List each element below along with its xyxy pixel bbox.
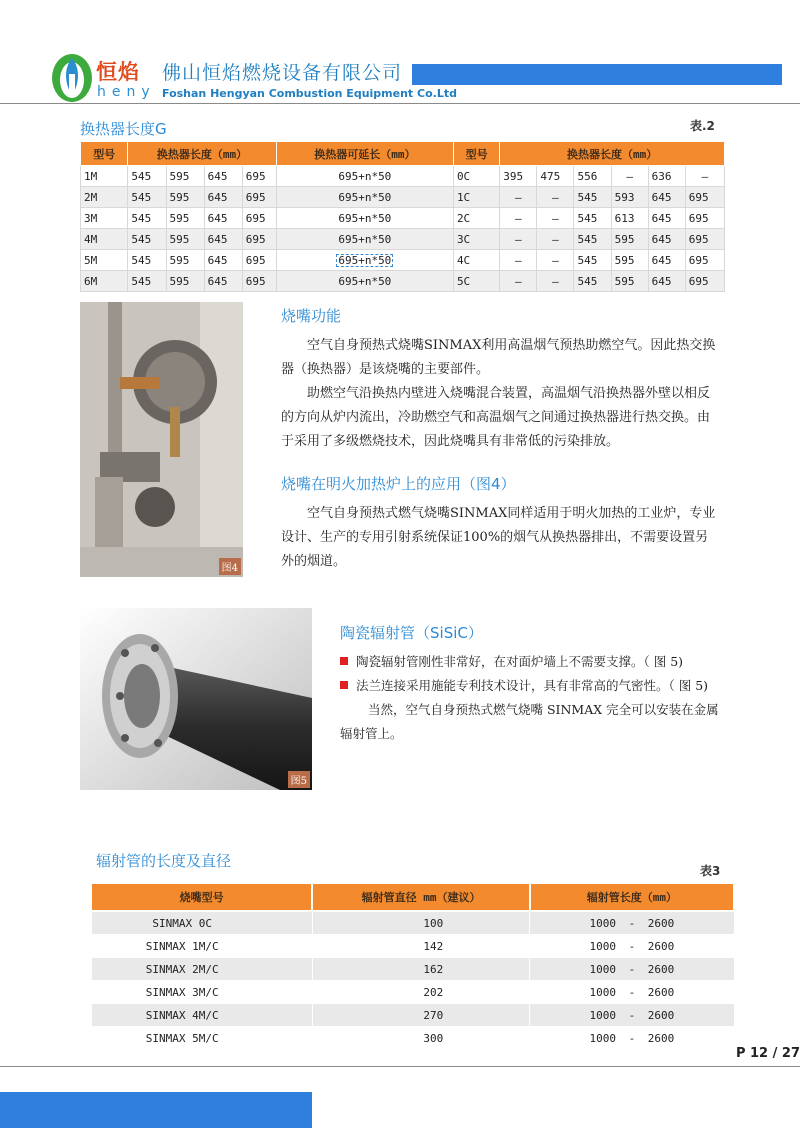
section1-paragraph2: 助燃空气沿换热内壁进入烧嘴混合装置，高温烟气沿换热器外壁以相反的方向从炉内流出，冷助燃空气和高温烟气之间通过换热器进行热交换。由于采用了多级燃烧技术，因此烧嘴具有非常低的污染排放。 — [281, 386, 711, 449]
table-cell: SINMAX 4M/C — [91, 1004, 312, 1027]
table2-header-length: 辐射管长度（mm） — [530, 883, 734, 911]
table-cell: 162 — [312, 958, 529, 981]
table-cell: SINMAX 0C — [91, 911, 312, 935]
table-row — [91, 981, 734, 1004]
table-cell: 595 — [166, 187, 204, 208]
section-title-burner-function: 烧嘴功能 — [281, 307, 342, 325]
table-cell: 695 — [685, 271, 724, 292]
photo5-label: 图5 — [288, 771, 310, 788]
table-cell: 545 — [128, 166, 166, 187]
table-cell: SINMAX 1M/C — [91, 935, 312, 958]
table-cell: 3C — [453, 229, 499, 250]
table1-header-model: 型号 — [81, 142, 128, 166]
header-accent-bar — [412, 64, 782, 85]
table-cell: 545 — [128, 250, 166, 271]
table-cell: 645 — [204, 250, 242, 271]
table-cell: 595 — [611, 250, 648, 271]
table-cell: 695 — [685, 250, 724, 271]
heat-exchanger-length-table — [80, 141, 725, 292]
section1-paragraph1: 空气自身预热式烧嘴SINMAX利用高温烟气预热助燃空气。因此热交换器（换热器）是该烧嘴的主要部件。 — [281, 338, 716, 377]
table-cell: 1000 - 2600 — [530, 1027, 734, 1050]
table-cell: SINMAX 2M/C — [91, 958, 312, 981]
burner-photo-icon — [80, 302, 243, 577]
table-cell: 595 — [166, 271, 204, 292]
table-cell: 695 — [242, 250, 276, 271]
table-cell: 645 — [648, 187, 685, 208]
footer-divider — [0, 1066, 800, 1067]
table-cell: 1000 - 2600 — [530, 958, 734, 981]
table-cell: — — [537, 250, 574, 271]
table-cell: 645 — [204, 208, 242, 229]
table1-header-row — [81, 142, 725, 166]
table-cell: 613 — [611, 208, 648, 229]
table-cell: 4C — [453, 250, 499, 271]
table-cell: 595 — [611, 271, 648, 292]
table-cell: 645 — [648, 271, 685, 292]
photo4-label: 图4 — [219, 558, 241, 575]
table-cell: — — [500, 271, 537, 292]
bullet-item-flange — [340, 674, 770, 698]
table-cell: — — [500, 229, 537, 250]
table-cell: 556 — [574, 166, 611, 187]
table-cell: SINMAX 3M/C — [91, 981, 312, 1004]
table-cell: 595 — [611, 229, 648, 250]
section3-paragraph1: 当然，空气自身预热式燃气烧嘴 SINMAX 完全可以安装在金属辐射管上。 — [340, 702, 719, 741]
table-cell: 645 — [648, 229, 685, 250]
table-cell: — — [537, 208, 574, 229]
section2-paragraph1: 空气自身预热式燃气烧嘴SINMAX同样适用于明火加热的工业炉，专业设计、生产的专用引射系统保证100%的烟气从换热器排出，不需要设置另外的烟道。 — [281, 506, 716, 569]
table-cell: 5C — [453, 271, 499, 292]
table-cell: 595 — [166, 166, 204, 187]
table-cell: SINMAX 5M/C — [91, 1027, 312, 1050]
table-cell: — — [685, 166, 724, 187]
company-name-cn: 佛山恒焰燃烧设备有限公司 — [162, 62, 403, 84]
table-cell: 695 — [242, 208, 276, 229]
table-cell: 4M — [81, 229, 128, 250]
table-cell: 695+n*50 — [276, 229, 453, 250]
table-cell: 695+n*50 — [276, 187, 453, 208]
table2-header-diameter: 辐射管直径 mm（建议） — [312, 883, 529, 911]
table-cell-selected — [276, 250, 453, 271]
table-cell: 300 — [312, 1027, 529, 1050]
table-row — [91, 935, 734, 958]
bullet-item-rigidity — [340, 650, 770, 674]
table-cell: 695+n*50 — [276, 271, 453, 292]
table-row — [81, 250, 725, 271]
ceramic-tube-photo — [80, 608, 312, 790]
table-row — [81, 271, 725, 292]
table-cell: — — [537, 271, 574, 292]
table-cell: 3M — [81, 208, 128, 229]
table-cell: 395 — [500, 166, 537, 187]
table-cell: 695 — [242, 229, 276, 250]
table-cell: 2M — [81, 187, 128, 208]
section-title-open-flame-application: 烧嘴在明火加热炉上的应用（图4） — [281, 475, 516, 493]
table-cell: 0C — [453, 166, 499, 187]
table2-tag: 表3 — [700, 864, 721, 878]
table-cell: 695 — [242, 271, 276, 292]
table1-header-length-c: 换热器长度（mm） — [500, 142, 725, 166]
table-cell: — — [537, 187, 574, 208]
table-cell: 545 — [574, 229, 611, 250]
table-cell: 695 — [685, 229, 724, 250]
table-row — [81, 208, 725, 229]
table-cell: 1C — [453, 187, 499, 208]
table1-title: 换热器长度G — [80, 120, 167, 138]
table-cell: 270 — [312, 1004, 529, 1027]
table-row — [91, 958, 734, 981]
table-cell: 695+n*50 — [276, 166, 453, 187]
table-cell: — — [500, 187, 537, 208]
bullet-text: 法兰连接采用施能专利技术设计，具有非常高的气密性。（ 图 5) — [356, 678, 709, 693]
table-cell: 593 — [611, 187, 648, 208]
table-cell: 645 — [204, 187, 242, 208]
table-cell: — — [537, 229, 574, 250]
bullet-text: 陶瓷辐射管刚性非常好，在对面炉墙上不需要支撑。（ 图 5) — [356, 654, 684, 669]
table-cell: 695 — [685, 208, 724, 229]
table-cell: — — [500, 208, 537, 229]
logo-chinese-name: 恒焰 — [96, 60, 140, 84]
page-number: P 12 / 27 — [735, 1046, 800, 1061]
table-cell: 475 — [537, 166, 574, 187]
table-cell: 645 — [648, 250, 685, 271]
table-cell: 695 — [242, 187, 276, 208]
header-divider — [0, 103, 800, 104]
table-cell: 595 — [166, 208, 204, 229]
table-cell: 545 — [128, 187, 166, 208]
table-cell: 595 — [166, 229, 204, 250]
table-cell: — — [611, 166, 648, 187]
table-cell: 695 — [242, 166, 276, 187]
table-cell: 202 — [312, 981, 529, 1004]
table-cell: 545 — [128, 208, 166, 229]
burner-installation-photo — [80, 302, 243, 577]
table-cell: 5M — [81, 250, 128, 271]
table-cell: 645 — [648, 208, 685, 229]
table-cell: 1000 - 2600 — [530, 911, 734, 935]
table2-header-row — [91, 883, 734, 911]
table2-header-model: 烧嘴型号 — [91, 883, 312, 911]
table-cell: 1000 - 2600 — [530, 981, 734, 1004]
footer-accent-bar — [0, 1092, 312, 1128]
table-cell: 695 — [685, 187, 724, 208]
table-cell: 545 — [574, 187, 611, 208]
ceramic-tube-icon — [80, 608, 312, 790]
table1-header-length: 换热器长度（mm） — [128, 142, 276, 166]
table-cell: 545 — [574, 208, 611, 229]
table-cell: 545 — [128, 271, 166, 292]
table-cell: 1000 - 2600 — [530, 1004, 734, 1027]
table-cell: — — [500, 250, 537, 271]
table-cell: 636 — [648, 166, 685, 187]
company-name-en: Foshan Hengyan Combustion Equipment Co.Ltd — [162, 87, 457, 100]
table-cell: 595 — [166, 250, 204, 271]
table-cell: 545 — [574, 250, 611, 271]
table-row — [81, 166, 725, 187]
table-cell: 1M — [81, 166, 128, 187]
table1-tag: 表.2 — [690, 119, 715, 133]
table-cell: 2C — [453, 208, 499, 229]
table-cell: 645 — [204, 166, 242, 187]
red-square-bullet-icon — [340, 681, 348, 689]
table-row — [81, 229, 725, 250]
table1-header-extension: 换热器可延长（mm） — [276, 142, 453, 166]
table-cell: 100 — [312, 911, 529, 935]
table-row — [91, 911, 734, 935]
table-cell: 645 — [204, 229, 242, 250]
table-cell: 545 — [128, 229, 166, 250]
table1-header-model-c: 型号 — [453, 142, 499, 166]
flame-logo-icon — [50, 52, 96, 104]
table-cell: 645 — [204, 271, 242, 292]
radiant-tube-table — [90, 882, 735, 1050]
table-row — [81, 187, 725, 208]
logo-english-name: heny — [97, 84, 156, 100]
table-cell: 1000 - 2600 — [530, 935, 734, 958]
section-title-ceramic-tube: 陶瓷辐射管（SiSiC） — [340, 624, 483, 642]
table-cell: 545 — [574, 271, 611, 292]
red-square-bullet-icon — [340, 657, 348, 665]
table-cell: 6M — [81, 271, 128, 292]
table2-title: 辐射管的长度及直径 — [96, 852, 232, 870]
table-row — [91, 1027, 734, 1050]
selected-cell-text: 695+n*50 — [334, 252, 395, 269]
table-cell: 142 — [312, 935, 529, 958]
table-cell: 695+n*50 — [276, 208, 453, 229]
table-row — [91, 1004, 734, 1027]
